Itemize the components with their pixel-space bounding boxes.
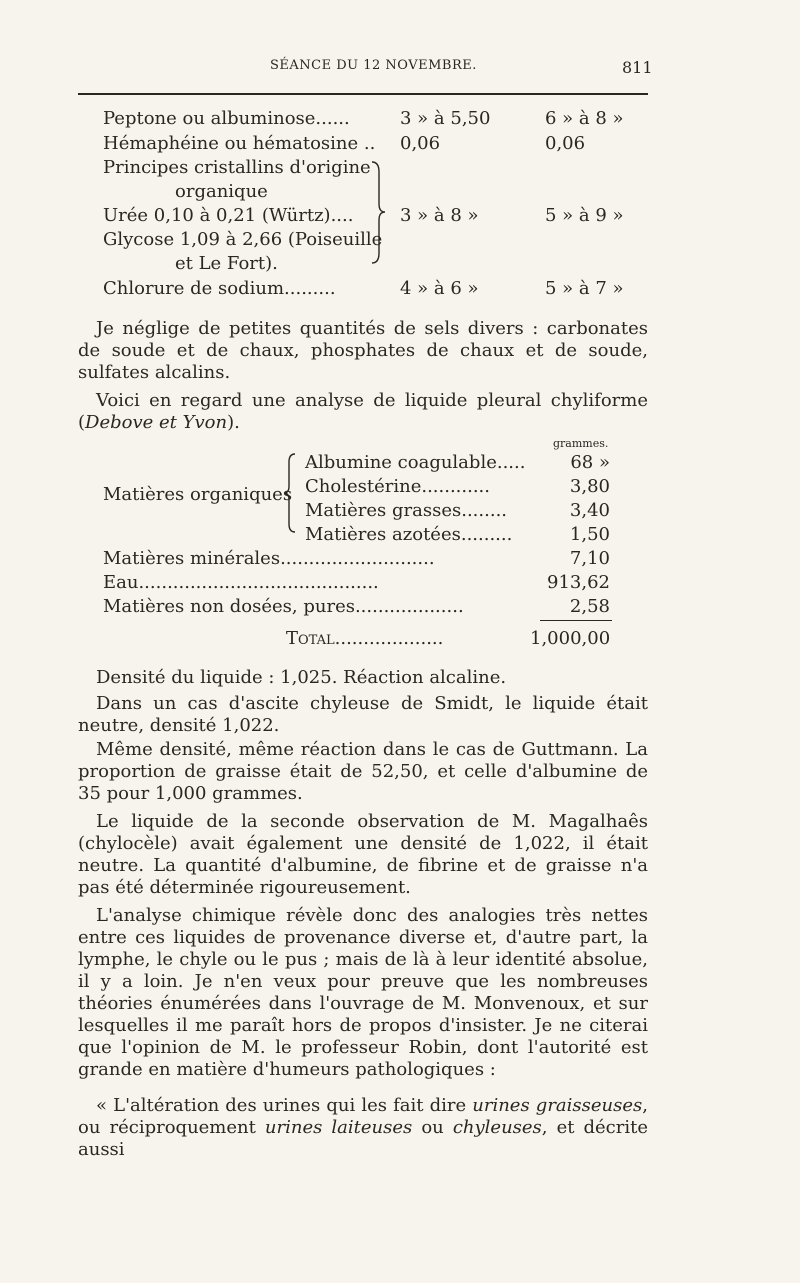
table-row: Matières grasses........ (305, 500, 508, 521)
table-row: Eau.......................................... (103, 572, 379, 593)
table-cell: 3,40 (569, 500, 610, 521)
sum-rule (540, 620, 612, 621)
table-row: et Le Fort). (175, 253, 278, 274)
table-cell: 1,50 (569, 524, 610, 545)
page-number: 811 (622, 58, 653, 77)
total-value: 1,000,00 (530, 628, 611, 649)
table-row: Chlorure de sodium......... (103, 278, 336, 299)
paragraph: Le liquide de la seconde observation de M. Magalhaês (chylocèle) avait également une densité de 1,022, il était neutre. La quantité d'albumine, de fibrine et de graisse n'a pas été déterminée rigoureusement. (78, 811, 648, 898)
table-cell: 0,06 (400, 133, 441, 154)
table-row: Cholestérine............ (305, 476, 491, 497)
paragraph: Densité du liquide : 1,025. Réaction alcaline. (96, 667, 507, 688)
table-cell: 7,10 (569, 548, 610, 569)
table-row: Matières minérales........................... (103, 548, 435, 569)
table-row: Matières non dosées, pures................... (103, 596, 464, 617)
header-rule (78, 93, 648, 95)
total-label: Total................... (286, 628, 444, 649)
paragraph: L'analyse chimique révèle donc des analogies très nettes entre ces liquides de provenance diverse et, d'autre part, la lymphe, le chyle ou le pus ; mais de là à leur identité absolue, il y a loin. Je n'en veux pour preuve que les nombreuses théories énumérées dans l'ouvrage de M. Monvenoux, et sur lesquelles il me paraît hors de propos d'insister. Je ne citerai que l'opinion de M. le professeur Robin, dont l'autorité est grande en matière d'humeurs pathologiques : (78, 905, 648, 1080)
table-row: Principes cristallins d'origine (103, 157, 371, 178)
table-row: Urée 0,10 à 0,21 (Würtz).... (103, 205, 354, 226)
table-cell: 5 » à 7 » (545, 278, 624, 299)
running-header: SÉANCE DU 12 NOVEMBRE. (270, 58, 477, 73)
table-cell: 68 » (570, 452, 610, 473)
paragraph: Même densité, même réaction dans le cas de Guttmann. La proportion de graisse était de 52,50, et celle d'albumine de 35 pour 1,000 grammes. (78, 739, 648, 804)
table-cell: 3,80 (569, 476, 610, 497)
paragraph: Je néglige de petites quantités de sels divers : carbonates de soude et de chaux, phosphates de chaux et de soude, sulfates alcalins. (78, 318, 648, 383)
table-cell: 5 » à 9 » (545, 205, 624, 226)
paragraph: Dans un cas d'ascite chyleuse de Smidt, le liquide était neutre, densité 1,022. (78, 693, 648, 736)
table-row: Peptone ou albuminose...... (103, 108, 350, 129)
table-row: organique (175, 181, 268, 202)
paragraph: « L'altération des urines qui les fait dire urines graisseuses, ou réciproquement urines laiteuses ou chyleuses, et décrite aussi (78, 1095, 649, 1160)
table-cell: 913,62 (547, 572, 610, 593)
table-cell: 6 » à 8 » (545, 108, 624, 129)
table-cell: 2,58 (569, 596, 610, 617)
group-label: Matières organiques (103, 484, 293, 505)
table-row: Glycose 1,09 à 2,66 (Poiseuille (103, 229, 383, 250)
brace-icon (283, 452, 297, 534)
unit-label: grammes. (553, 437, 609, 450)
table-row: Albumine coagulable..... (305, 452, 526, 473)
table-row: Hémaphéine ou hématosine .. (103, 133, 376, 154)
table-row: Matières azotées......... (305, 524, 513, 545)
paragraph: Voici en regard une analyse de liquide pleural chyliforme (Debove et Yvon). (78, 390, 648, 433)
table-cell: 0,06 (545, 133, 586, 154)
brace-icon (370, 160, 386, 265)
table-cell: 4 » à 6 » (400, 278, 479, 299)
table-cell: 3 » à 5,50 (400, 108, 491, 129)
table-cell: 3 » à 8 » (400, 205, 479, 226)
